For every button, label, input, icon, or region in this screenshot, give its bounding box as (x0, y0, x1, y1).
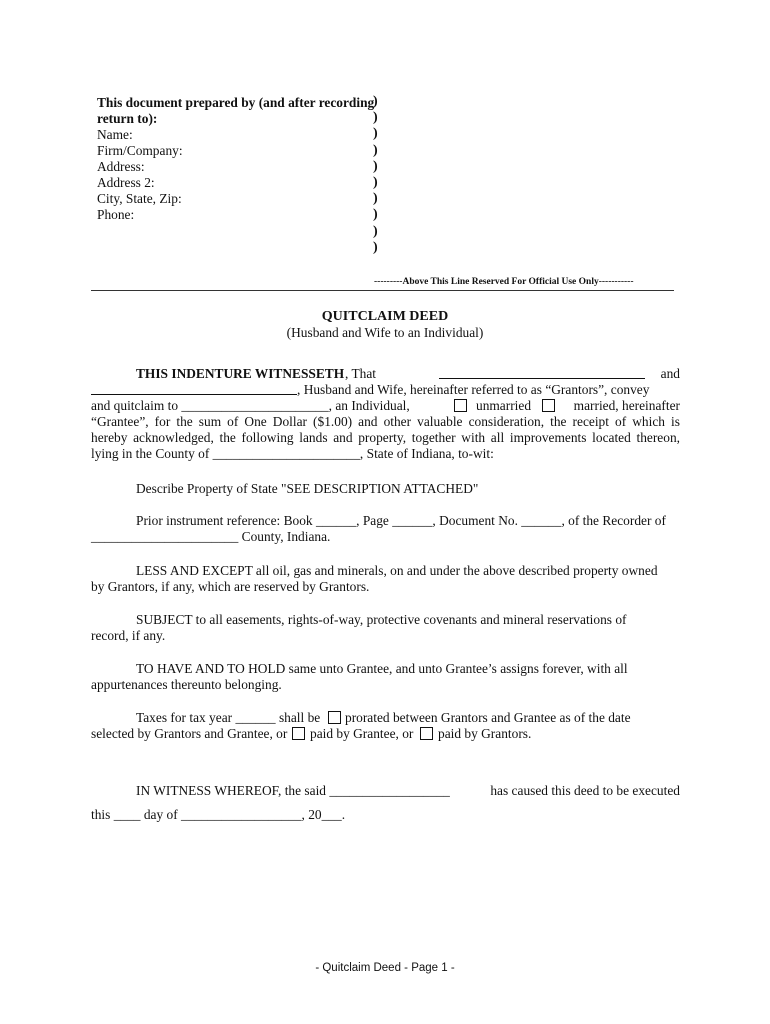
less-except-line-1: LESS AND EXCEPT all oil, gas and minerals, on and under the above described property owned (136, 563, 658, 578)
prorated-label: prorated between Grantors and Grantee as of the date (345, 710, 631, 725)
indenture-line-4: “Grantee”, for the sum of One Dollar ($1.00) and other valuable consideration, the receipt of which is (91, 414, 680, 429)
witness-date-line: this ____ day of __________________, 20___. (91, 807, 346, 822)
taxes-line-1: Taxes for tax year ______ shall be (136, 710, 321, 725)
field-address-2: Address 2: (97, 175, 155, 190)
unmarried-label: unmarried (476, 398, 532, 413)
footer-doc-name: - Quitclaim Deed - (315, 962, 412, 974)
witness-line-1-end: has caused this deed to be executed (490, 783, 680, 798)
field-city-state-zip: City, State, Zip: (97, 191, 182, 206)
page-footer (0, 962, 770, 974)
indenture-line-5: hereby acknowledged, the following lands and property, together with all improvements located thereon, (91, 430, 680, 445)
prepared-by-heading-2: return to): (97, 111, 158, 126)
field-name: Name: (97, 127, 133, 142)
grantor-1-blank[interactable] (439, 366, 645, 379)
unmarried-checkbox[interactable] (454, 399, 467, 412)
bracket-column: ) ) ) ) ) ) ) ) ) ) (373, 94, 378, 255)
field-phone: Phone: (97, 207, 135, 222)
taxes-line-2: selected by Grantors and Grantee, or (91, 726, 288, 741)
indenture-line-6: lying in the County of ______________________, State of Indiana, to-wit: (91, 446, 494, 461)
field-address: Address: (97, 159, 145, 174)
reserved-line-label: ---------Above This Line Reserved For Official Use Only----------- (374, 277, 634, 287)
indenture-heading: THIS INDENTURE WITNESSETH (136, 366, 345, 381)
property-description: Describe Property of State "SEE DESCRIPTION ATTACHED" (136, 481, 479, 496)
indenture-line-3: and quitclaim to ______________________, an Individual, (91, 398, 410, 413)
paid-by-grantee-label: paid by Grantee, or (310, 726, 414, 741)
habendum-line-2: appurtenances thereunto belonging. (91, 677, 282, 692)
prior-instrument-line-1: Prior instrument reference: Book ______, Page ______, Document No. ______, of the Recorder of (136, 513, 666, 528)
grantor-2-blank[interactable] (91, 382, 297, 395)
footer-dash: - (447, 962, 455, 974)
prorated-checkbox[interactable] (328, 711, 341, 724)
subject-line-2: record, if any. (91, 628, 166, 643)
subject-line-1: SUBJECT to all easements, rights-of-way, protective covenants and mineral reservations of (136, 612, 627, 627)
document-title: QUITCLAIM DEED (321, 309, 449, 324)
witness-line-1: IN WITNESS WHEREOF, the said __________________ (136, 783, 450, 798)
paid-by-grantee-checkbox[interactable] (292, 727, 305, 740)
less-except-line-2: by Grantors, if any, which are reserved by Grantors. (91, 579, 370, 594)
footer-page-number: Page 1 (411, 962, 448, 974)
paid-by-grantors-checkbox[interactable] (420, 727, 433, 740)
reserved-divider (91, 290, 674, 291)
prior-instrument-line-2: ______________________ County, Indiana. (91, 529, 331, 544)
indenture-and: and (660, 366, 680, 381)
paid-by-grantors-label: paid by Grantors. (438, 726, 532, 741)
document-subtitle: (Husband and Wife to an Individual) (286, 325, 484, 340)
prepared-by-heading: This document prepared by (and after recording (97, 95, 375, 110)
indenture-line-2: , Husband and Wife, hereinafter referred to as “Grantors”, convey (297, 382, 650, 397)
married-checkbox[interactable] (542, 399, 555, 412)
habendum-line-1: TO HAVE AND TO HOLD same unto Grantee, and unto Grantee’s assigns forever, with all (136, 661, 628, 676)
indenture-that: , That (345, 366, 376, 381)
field-firm: Firm/Company: (97, 143, 183, 158)
married-label: married, hereinafter (573, 398, 680, 413)
